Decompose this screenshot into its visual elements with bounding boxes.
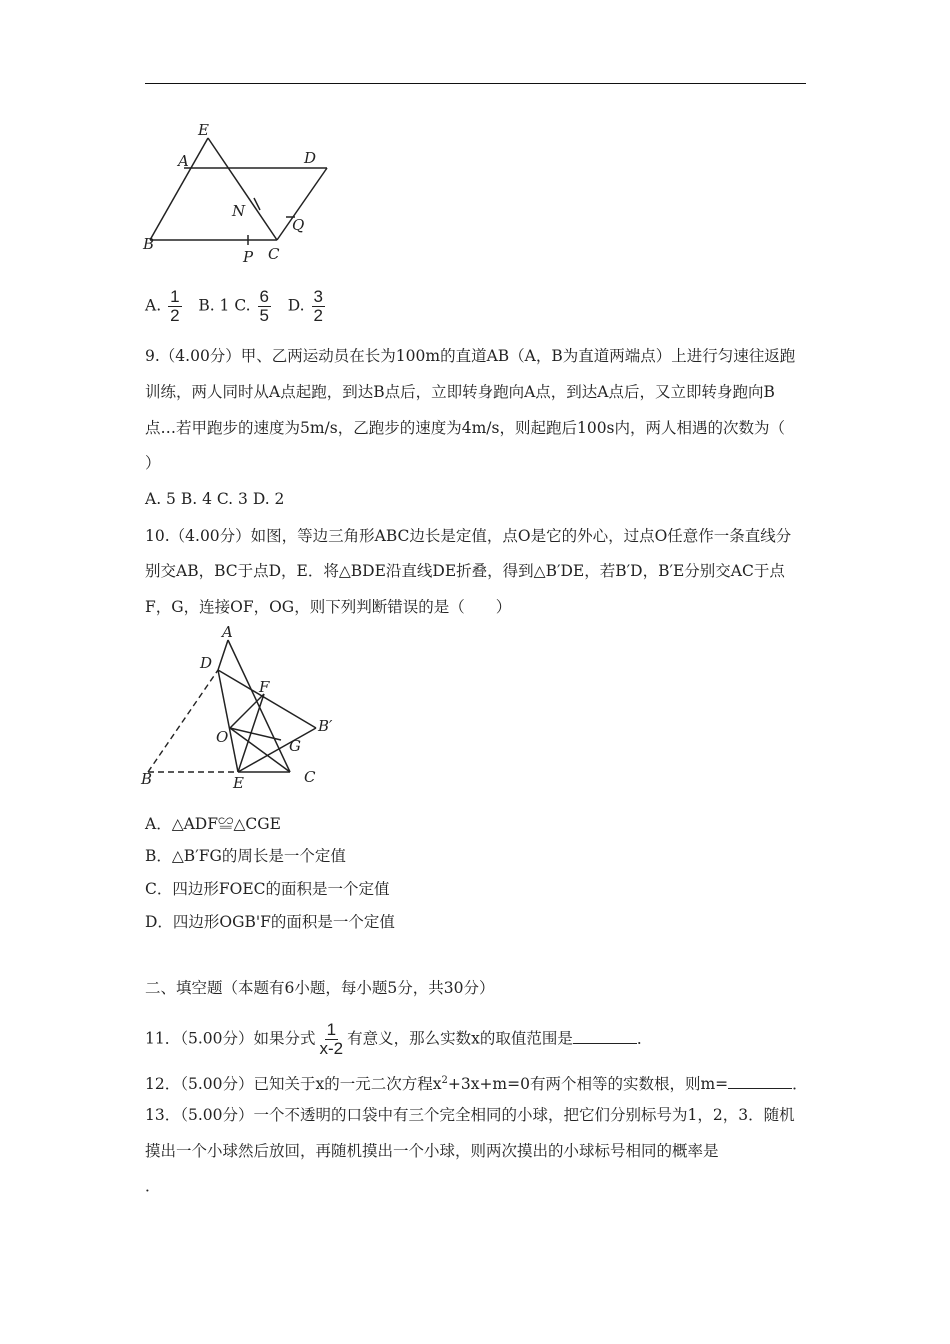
q10-label-c: C [304,768,316,786]
q10-label-e: E [233,774,244,792]
q8-options [145,288,327,325]
q8-line-ec [208,138,277,240]
q8-label-q: Q [292,216,305,234]
q10-label-o: O [216,728,229,746]
q10-label-b: B [141,770,153,788]
q8-label-n: N [232,202,246,220]
q8-label-e: E [198,121,209,139]
q10-option-a: A．△ADF≌△CGE [145,815,281,833]
q10-label-f: F [259,678,270,696]
q10-dashed-bd [148,670,218,772]
q10-line-3: F，G，连接OF，OG，则下列判断错误的是（ ） [145,598,512,616]
q10-figure [138,622,348,792]
q10-line-ac [228,640,290,772]
q10-line-2: 别交AB，BC于点D，E．将△BDE沿直线DE折叠，得到△B′DE，若B′D，B′E分别交AC于点 [145,562,785,580]
q9-line-3: 点…若甲跑步的速度为5m/s，乙跑步的速度为4m/s，则起跑后100s内，两人相遇的次数为（ [145,419,786,437]
header-rule [145,83,806,84]
q13-line-2: 摸出一个小球然后放回，再随机摸出一个小球，则两次摸出的小球标号相同的概率是 [145,1142,719,1160]
q8-d-den: 2 [313,306,323,325]
q8-option-c-fraction [258,288,271,325]
q12-end: ． [792,1075,808,1094]
q11-answer-blank[interactable] [573,1029,637,1044]
q9-line-4: ） [145,454,161,472]
q8-option-a-fraction [168,288,181,325]
q10-line-ad [218,640,228,670]
q11-den: x-2 [319,1039,344,1058]
q10-option-b: B．△B′FG的周长是一个定值 [145,847,346,865]
q12-suffix: +3x+m=0有两个相等的实数根，则m= [447,1075,729,1094]
q12-sup: 2 [441,1075,448,1086]
q11 [145,1021,652,1058]
q8-a-den: 2 [170,306,180,325]
q10-label-g: G [289,737,301,755]
q10-label-b-prime: B′ [318,717,333,735]
q8-option-d-fraction [312,288,325,325]
q12 [145,1071,808,1094]
q10-option-c: C．四边形FOEC的面积是一个定值 [145,880,390,898]
q13-line-3: ． [145,1177,161,1195]
q12-answer-blank[interactable] [728,1074,792,1089]
q8-label-p: P [243,248,254,266]
q8-option-a-label: A. [145,296,162,315]
q8-label-b: B [143,235,155,253]
q8-label-c: C [268,245,280,263]
q8-label-a: A [178,152,189,170]
q8-label-d: D [304,149,317,167]
q9-line-2: 训练，两人同时从A点起跑，到达B点后，立即转身跑向A点，到达A点后，又立即转身跑向B [145,383,775,401]
q11-fraction [318,1021,346,1058]
q10-option-d: D．四边形OGB'F的面积是一个定值 [145,913,395,931]
q11-prefix: 11．（5.00分）如果分式 [145,1029,316,1048]
q12-prefix: 12．（5.00分）已知关于x的一元二次方程x [145,1075,442,1094]
q8-a-num: 1 [170,287,180,306]
q9-line-1: 9.（4.00分）甲、乙两运动员在长为100m的直道AB（A，B为直道两端点）上进行匀速往返跑 [145,347,796,365]
q10-label-a: A [222,623,233,641]
q10-label-d: D [200,654,213,672]
q11-suffix: 有意义，那么实数x的取值范围是 [347,1029,573,1048]
q8-figure [140,118,340,268]
q10-line-1: 10.（4.00分）如图，等边三角形ABC边长是定值，点O是它的外心，过点O任意作一条直线分 [145,527,792,545]
q8-option-d-label: D. [287,296,305,315]
q8-option-bc-label: B. 1 C. [198,296,251,315]
q8-c-num: 6 [259,287,269,306]
q9-options: A. 5 B. 4 C. 3 D. 2 [145,490,285,508]
q13-line-1: 13．（5.00分）一个不透明的口袋中有三个完全相同的小球，把它们分别标号为1，2，3．随机 [145,1106,795,1124]
q8-c-den: 5 [259,306,269,325]
q10-line-de [218,670,238,772]
section-2-title: 二、填空题（本题有6小题，每小题5分，共30分） [145,979,495,997]
q8-d-num: 3 [313,287,323,306]
q11-end: ． [636,1029,653,1048]
q11-num: 1 [326,1020,337,1039]
